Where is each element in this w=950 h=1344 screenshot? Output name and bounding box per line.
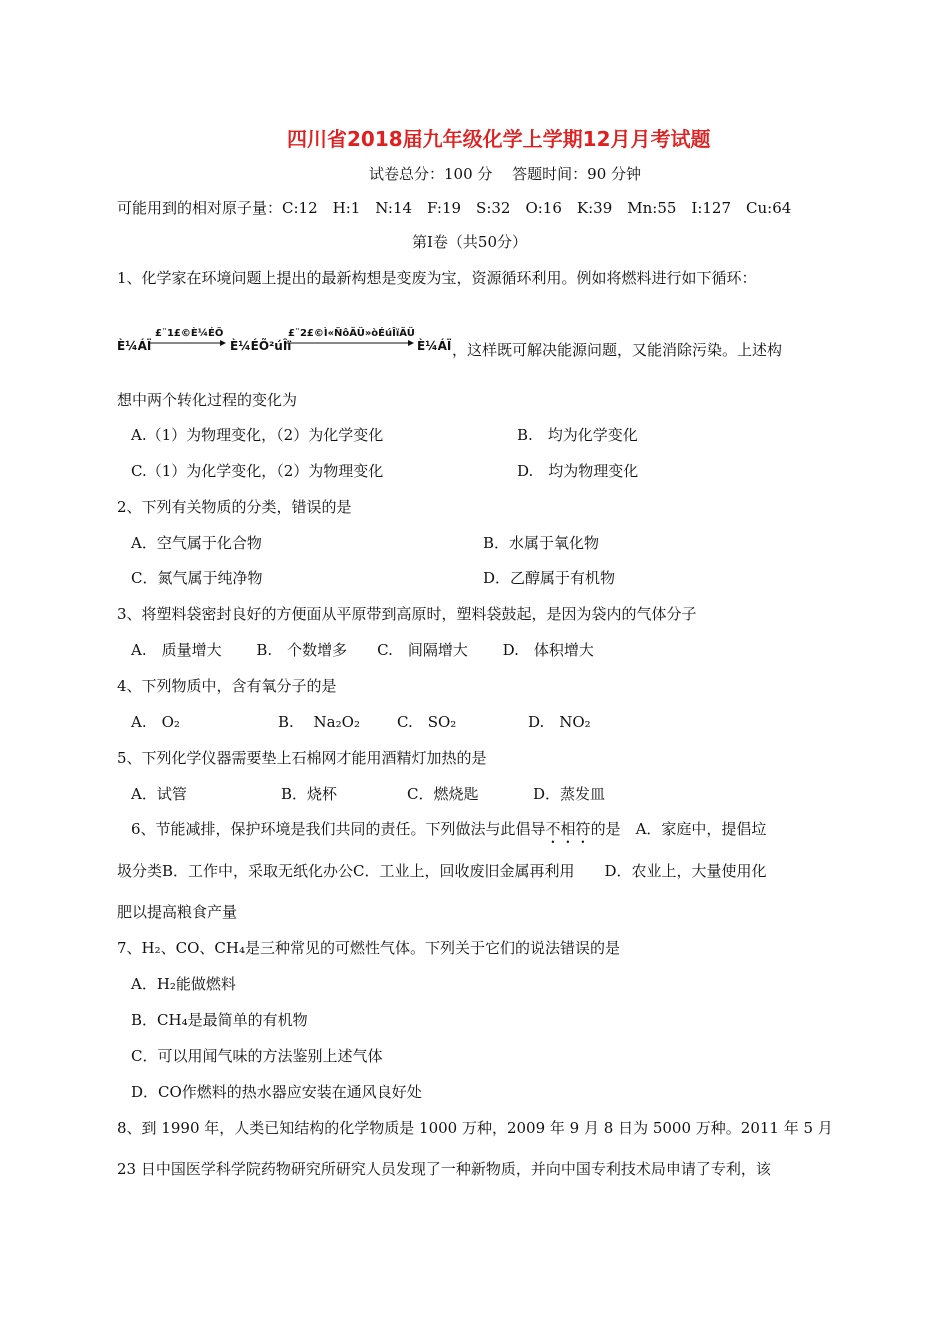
q8-line1: 8、到 1990 年，人类已知结构的化学物质是 1000 万种，2009 年 9 月 8 日为 5000 万种。2011 年 5 月: [117, 1119, 833, 1137]
q7-option-b: B．CH₄是最简单的有机物: [131, 1011, 308, 1029]
flow-start: È¼ÁÏ: [117, 339, 152, 353]
q6-line1-post: 的是 A．家庭中，提倡垃: [590, 820, 767, 838]
flow-end: È¼ÁÏ: [417, 339, 452, 353]
flow-middle: È¼ÉÕ²úÎï: [230, 339, 292, 353]
right-arrow-icon: [150, 338, 226, 348]
q2-option-c: C．氮气属于纯净物: [131, 569, 263, 587]
page-title: 四川省2018届九年级化学上学期12月月考试题: [287, 127, 711, 151]
right-arrow-icon: [286, 338, 414, 348]
q1-stem: 1、化学家在环境问题上提出的最新构想是变废为宝，资源循环利用。例如将燃料进行如下循环：: [117, 269, 757, 287]
q2-option-a: A．空气属于化合物: [131, 534, 262, 552]
q3-stem: 3、将塑料袋密封良好的方便面从平原带到高原时，塑料袋鼓起，是因为袋内的气体分子: [117, 605, 697, 623]
q6-line1-pre: 6、节能减排，保护环境是我们共同的责任。下列做法与此倡导: [131, 820, 546, 838]
q6-line1: [131, 819, 766, 847]
q2-option-d: D．乙醇属于有机物: [483, 569, 616, 587]
q5-option-c: C．燃烧匙: [407, 785, 479, 803]
q1-option-b: B. 均为化学变化: [517, 426, 638, 444]
exam-meta: 试卷总分：100 分 答题时间：90 分钟: [369, 165, 642, 183]
q4-option-c: C. SO₂: [397, 713, 457, 731]
q7-option-d: D．CO作燃料的热水器应安装在通风良好处: [131, 1083, 422, 1101]
q1-stem-cont2: 想中两个转化过程的变化为: [117, 391, 298, 409]
q2-option-b: B．水属于氧化物: [483, 534, 600, 552]
q6-line2: 圾分类B．工作中，采取无纸化办公C．工业上，回收废旧金属再利用 D．农业上，大量使用化: [117, 862, 767, 880]
flow-arrow2-label: £¨2£©Ì«ÑôÄÜ»òÉúÎïÄÜ: [288, 328, 415, 339]
q1-option-d: D. 均为物理变化: [517, 462, 639, 480]
q4-option-b: B. Na₂O₂: [278, 713, 360, 731]
q4-option-a: A. O₂: [131, 713, 180, 731]
q4-stem: 4、下列物质中，含有氧分子的是: [117, 677, 337, 695]
q7-option-c: C．可以用闻气味的方法鉴别上述气体: [131, 1047, 383, 1065]
atomic-masses: 可能用到的相对原子量：C:12 H:1 N:14 F:19 S:32 O:16 K:39 Mn:55 I:127 Cu:64: [117, 199, 792, 217]
q1-option-c: C.（1）为化学变化，（2）为物理变化: [131, 462, 384, 480]
q5-stem: 5、下列化学仪器需要垫上石棉网才能用酒精灯加热的是: [117, 749, 487, 767]
q5-option-a: A．试管: [131, 785, 187, 803]
q7-stem: 7、H₂、CO、CH₄是三种常见的可燃性气体。下列关于它们的说法错误的是: [117, 939, 620, 957]
q6-emphasis: 不相符: [545, 820, 591, 838]
q3-options: A. 质量增大 B. 个数增多 C. 间隔增大 D. 体积增大: [131, 641, 594, 659]
q4-option-d: D. NO₂: [528, 713, 591, 731]
section-heading: 第Ⅰ卷（共50分）: [412, 233, 528, 251]
q2-stem: 2、下列有关物质的分类，错误的是: [117, 498, 352, 516]
q5-option-d: D．蒸发皿: [533, 785, 606, 803]
q6-line3: 肥以提高粮食产量: [117, 903, 238, 921]
q5-option-b: B．烧杯: [281, 785, 338, 803]
q1-option-a: A.（1）为物理变化，（2）为化学变化: [131, 426, 384, 444]
q1-stem-cont1: ，这样既可解决能源问题，又能消除污染。上述构: [452, 341, 783, 359]
q7-option-a: A．H₂能做燃料: [131, 975, 236, 993]
flow-arrow1-label: £¨1£©È¼ÉÕ: [155, 328, 224, 339]
q8-line2: 23 日中国医学科学院药物研究所研究人员发现了一种新物质，并向中国专利技术局申请了专利，该: [117, 1160, 771, 1178]
